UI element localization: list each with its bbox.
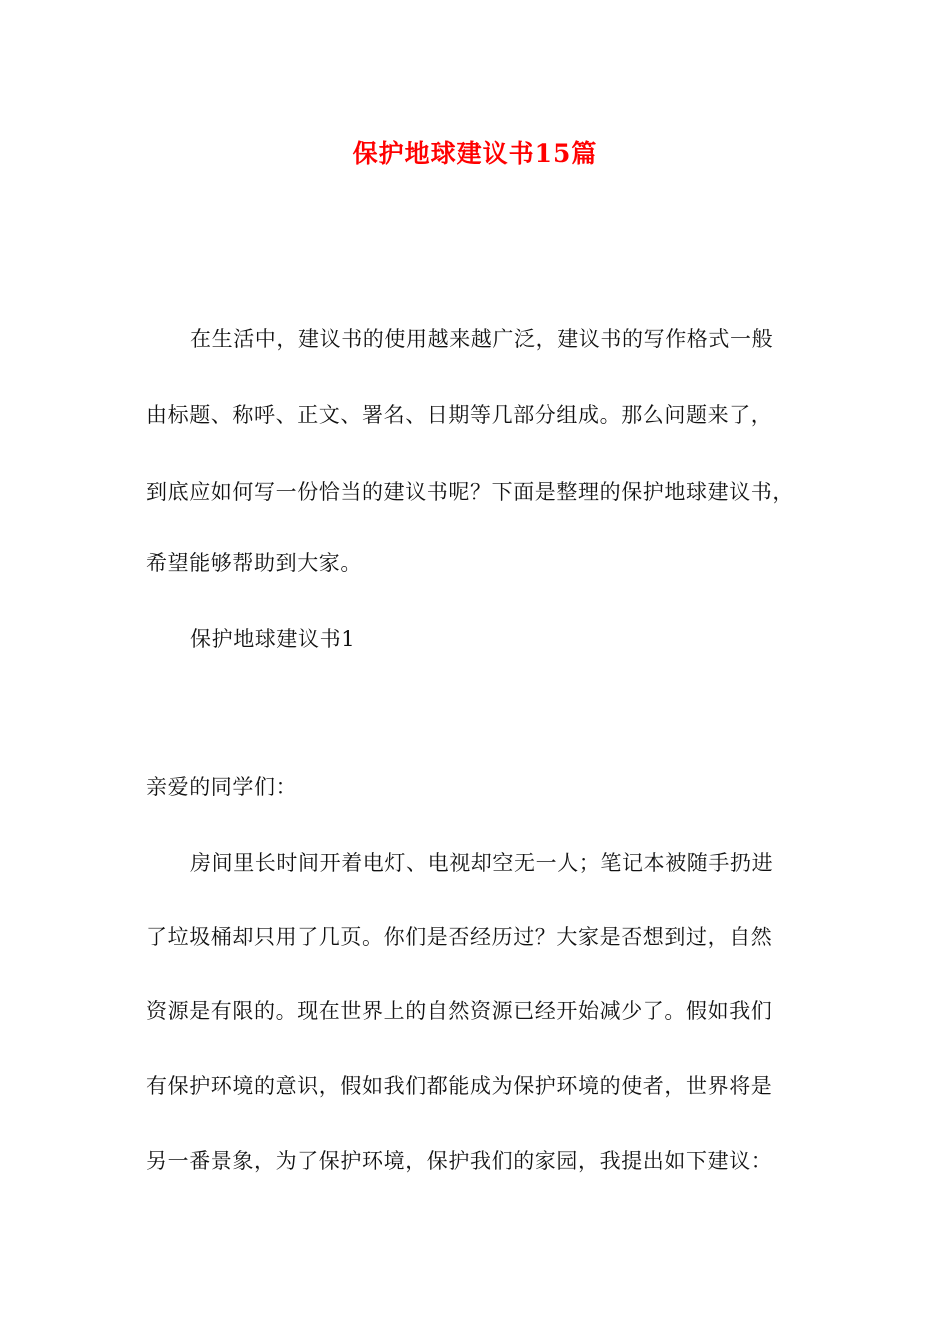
body-line-2: 了垃圾桶却只用了几页。你们是否经历过？大家是否想到过，自然 [146,925,773,949]
body-line-3: 资源是有限的。现在世界上的自然资源已经开始减少了。假如我们 [146,999,773,1023]
body-line-5: 另一番景象，为了保护环境，保护我们的家园，我提出如下建议： [146,1149,773,1173]
salutation: 亲爱的同学们： [146,775,298,799]
intro-line-3: 到底应如何写一份恰当的建议书呢？下面是整理的保护地球建议书， [146,480,794,504]
intro-line-1: 在生活中，建议书的使用越来越广泛，建议书的写作格式一般 [190,327,774,351]
intro-line-4: 希望能够帮助到大家。 [146,551,362,575]
intro-line-2: 由标题、称呼、正文、署名、日期等几部分组成。那么问题来了， [146,403,773,427]
section-heading: 保护地球建议书1 [190,627,356,651]
body-line-1: 房间里长时间开着电灯、电视却空无一人；笔记本被随手扔进 [190,851,774,875]
document-title: 保护地球建议书15篇 [352,139,598,168]
body-line-4: 有保护环境的意识，假如我们都能成为保护环境的使者，世界将是 [146,1074,773,1098]
